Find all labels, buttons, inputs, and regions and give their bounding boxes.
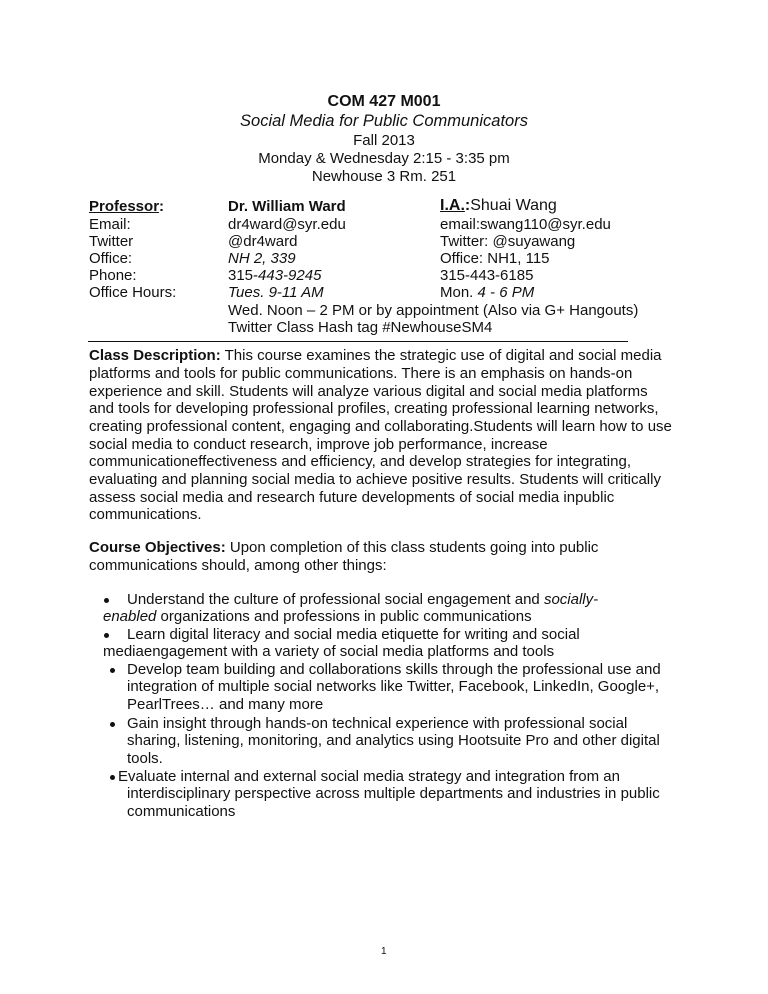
objective-line: integration of multiple social networks like Twitter, Facebook, LinkedIn, Google+, <box>127 678 660 695</box>
professor-email: dr4ward@syr.edu <box>228 216 346 233</box>
ia-twitter: Twitter: @suyawang <box>440 233 576 250</box>
bullet-icon <box>110 775 115 780</box>
professor-label-text: Professor <box>89 198 160 215</box>
professor-office: NH 2, 339 <box>228 250 296 267</box>
hours-time: 4 - 6 PM <box>477 284 535 301</box>
description-text: This course examines the strategic use of digital and social media <box>220 347 662 364</box>
bullet-icon <box>110 668 115 673</box>
objective-text: organizations and professions in public communications <box>156 608 532 625</box>
objective-line: Develop team building and collaborations skills through the professional use and <box>127 661 661 678</box>
divider-line <box>88 341 628 342</box>
phone-prefix: 315- <box>228 267 259 284</box>
objectives-line: communications should, among other things: <box>89 557 387 574</box>
objective-italic: enabled <box>103 608 157 625</box>
hours-label: Office Hours: <box>89 284 177 301</box>
page-number: 1 <box>381 946 387 957</box>
course-schedule: Monday & Wednesday 2:15 - 3:35 pm <box>258 150 510 167</box>
objective-text: Understand the culture of professional social engagement and <box>127 591 544 608</box>
objectives-label: Course Objectives: <box>89 539 226 556</box>
hours-prefix: Mon. <box>440 284 478 301</box>
colon: : <box>159 198 165 215</box>
bullet-icon <box>104 598 109 603</box>
professor-phone <box>228 267 321 285</box>
course-code: COM 427 M001 <box>327 93 441 110</box>
bullet-icon <box>110 722 115 727</box>
office-label: Office: <box>89 250 133 267</box>
description-line <box>89 347 662 365</box>
objective-line: interdisciplinary perspective across multiple departments and industries in public <box>127 785 660 802</box>
class-hashtag: Twitter Class Hash tag #NewhouseSM4 <box>228 319 493 336</box>
course-location: Newhouse 3 Rm. 251 <box>311 168 457 185</box>
objective-line <box>103 608 532 626</box>
professor-hours: Tues. 9-11 AM <box>228 284 324 301</box>
course-term: Fall 2013 <box>353 132 415 149</box>
objective-line: Gain insight through hands-on technical experience with professional social <box>127 715 628 732</box>
objective-line: Evaluate internal and external social media strategy and integration from an <box>118 768 620 785</box>
description-line: creating professional content, engaging and collaborating.Students will learn how to use <box>89 418 672 435</box>
description-label: Class Description: <box>89 347 221 364</box>
description-line: evaluating and planning social media to achieve positive results. Students will critically <box>89 471 661 488</box>
objectives-line <box>89 539 598 557</box>
bullet-icon <box>104 633 109 638</box>
objective-line: communications <box>127 803 236 820</box>
ia-email: email:swang110@syr.edu <box>440 216 611 233</box>
description-line: platforms and tools for public communications. There is an emphasis on hands-on <box>89 365 633 382</box>
description-line: experience and skill. Students will analyze various digital and social media platforms <box>89 383 648 400</box>
professor-hours-extra: Wed. Noon – 2 PM or by appointment (Also via G+ Hangouts) <box>228 302 639 319</box>
description-line: communicationeffectiveness and efficiency, and develop strategies for integrating, <box>89 453 631 470</box>
email-label: Email: <box>89 216 131 233</box>
objective-italic: socially- <box>543 591 599 608</box>
professor-label <box>89 198 164 216</box>
phone-number: 443-9245 <box>258 267 322 284</box>
description-line: social media to conduct research, improve job performance, increase <box>89 436 548 453</box>
professor-twitter: @dr4ward <box>228 233 298 250</box>
objective-line: tools. <box>127 750 163 767</box>
objective-line: mediaengagement with a variety of social media platforms and tools <box>103 643 555 660</box>
ia-label: I.A. <box>440 197 465 214</box>
phone-label: Phone: <box>89 267 137 284</box>
ia-heading <box>440 197 557 215</box>
ia-phone: 315-443-6185 <box>440 267 534 284</box>
twitter-label: Twitter <box>89 233 134 250</box>
objective-line: Learn digital literacy and social media etiquette for writing and social <box>127 626 580 643</box>
ia-hours <box>440 284 534 302</box>
colon: : <box>464 197 471 214</box>
objective-line: sharing, listening, monitoring, and analytics using Hootsuite Pro and other digital <box>127 732 660 749</box>
description-line: communications. <box>89 506 202 523</box>
professor-name: Dr. William Ward <box>228 198 346 215</box>
ia-name: Shuai Wang <box>470 197 557 214</box>
description-line: and tools for developing professional profiles, creating professional learning networks, <box>89 400 659 417</box>
description-line: assess social media and research future developments of social media inpublic <box>89 489 615 506</box>
objective-line: PearlTrees… and many more <box>127 696 324 713</box>
ia-office: Office: NH1, 115 <box>440 250 550 267</box>
course-title: Social Media for Public Communicators <box>240 112 528 130</box>
objective-line <box>127 591 598 609</box>
objectives-text: Upon completion of this class students going into public <box>225 539 599 556</box>
